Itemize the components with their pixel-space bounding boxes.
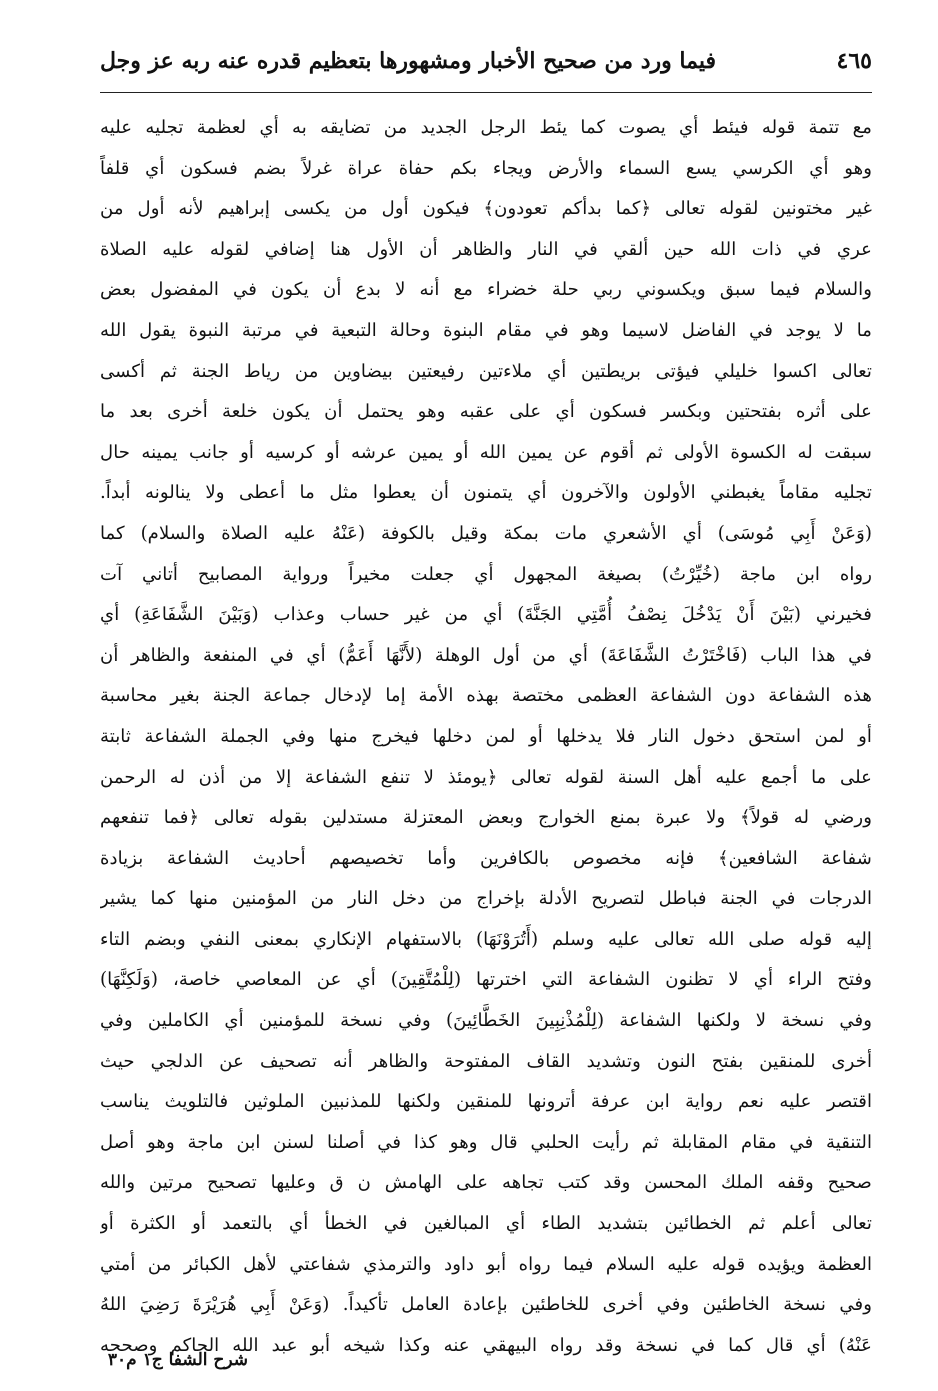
text-line: سبقت له الكسوة الأولى ثم أقوم عن يمين الله أو يمين عرشه أو كرسيه أو جانب يمينه حال	[100, 441, 872, 463]
text-line: العظمة ويؤيده قوله عليه السلام فيما رواه أبو داود والترمذي شفاعتي لأهل الكبائر من أمتي	[100, 1253, 872, 1275]
text-line: تجليه مقاماً يغبطني الأولون والآخرون أي يتمنون أن يعطوا مثل ما أعطى ولا ينالونه أبداً.	[100, 482, 872, 504]
text-line: شفاعة الشافعين﴾ فإنه مخصوص بالكافرين وأما تخصيصهم أحاديث الشفاعة بزيادة	[100, 847, 872, 869]
text-line: فخيرني (بَيْنَ أَنْ يَدْخُلَ نِصْفُ أُمَّتِي الجَنَّةَ) أي من غير حساب وعذاب (وَبَيْنَ الشَّفَاعَةِ) أي	[100, 604, 872, 626]
text-line: غير مختونين لقوله تعالى ﴿كما بدأكم تعودون﴾ فيكون أول من يكسى إبراهيم لأنه أول من	[100, 198, 872, 220]
text-line: تعالى أعلم ثم الخطائين بتشديد الطاء أي المبالغين في الخطأ أي بالتعمد أو الكثرة أو	[100, 1213, 872, 1235]
text-line: هذه الشفاعة دون الشفاعة العظمى مختصة بهذه الأمة إما لإدخال جماعة الجنة بغير محاسبة	[100, 685, 872, 707]
text-line: التنقية في مقام المقابلة ثم رأيت الحلبي قال وهو كذا في أصلنا لسنن ابن ماجة وهو أصل	[100, 1131, 872, 1153]
text-line: على أثره بفتحتين وبكسر فسكون أي على عقبه وهو يحتمل أن يكون خلعة أخرى بعد ما	[100, 401, 872, 423]
text-line: على ما أجمع عليه أهل السنة لقوله تعالى ﴿يومئذ لا تنفع الشفاعة إلا من أذن له الرحمن	[100, 766, 872, 788]
running-title: فيما ورد من صحيح الأخبار ومشهورها بتعظيم قدره عنه ربه عز وجل	[100, 48, 716, 74]
text-line: الدرجات في الجنة فباطل لتصريح الأدلة بإخراج من دخل النار من المؤمنين منها كما يشير	[100, 888, 872, 910]
text-line: وفتح الراء أي لا تظنون الشفاعة التي اخترتها (لِلْمُتَّقِينَ) أي عن المعاصي خاصة، (وَلَكِنَّهَا)	[100, 969, 872, 991]
text-line: وهو أي الكرسي يسع السماء والأرض ويجاء بكم حفاة عراة غرلاً بضم فسكون أي قلفاً	[100, 157, 872, 179]
text-line: وفي نسخة الخاطئين وفي أخرى للخاطئين بإعادة العامل تأكيداً. (وَعَنْ أَبِي هُرَيْرَةَ رَضِيَ اللهُ	[100, 1294, 872, 1316]
text-line: صحيح وقفه الملك المحسن وقد كتب تجاهه على الهامش ن ق وعليها تصحيح مرتين والله	[100, 1172, 872, 1194]
page-header	[100, 38, 872, 84]
text-line: إليه قوله صلى الله تعالى عليه وسلم (أَتُرَوْنَهَا) بالاستفهام الإنكاري بمعنى النفي وبضم التاء	[100, 928, 872, 950]
text-line: والسلام فيما سبق ويكسوني ربي حلة خضراء مع أنه لا بدع أن يكون في المفضول بعض	[100, 279, 872, 301]
signature-mark: شرح الشفا ج١ م٣٠	[107, 1350, 248, 1370]
text-line: عري في ذات الله حين ألقي في النار والظاهر أن الأول هنا إضافي لقوله عليه الصلاة	[100, 238, 872, 260]
text-line: رواه ابن ماجة (خُيِّرْتُ) بصيغة المجهول أي جعلت مخيراً ورواية المصابيح أتاني آت	[100, 563, 872, 585]
body-text	[100, 108, 872, 1366]
text-line: وفي نسخة لا ولكنها الشفاعة (لِلْمُذْنِبِينَ الخَطَّائِينَ) وفي نسخة للمؤمنين أي الكاملين وفي	[100, 1010, 872, 1032]
text-line: عَنْهُ) أي قال كما في نسخة وقد رواه البيهقي عنه وكذا شيخه أبو عبد الله الحاكم وصححه	[100, 1334, 872, 1356]
text-line: ورضي له قولاً﴾ ولا عبرة بمنع الخوارج وبعض المعتزلة مستدلين بقوله تعالى ﴿فما تنفعهم	[100, 807, 872, 829]
page-number: ٤٦٥	[836, 48, 872, 74]
text-line: ما لا يوجد في الفاضل لاسيما وهو في مقام البنوة وحالة التبعية في مرتبة النبوة يقول الله	[100, 319, 872, 341]
text-line: في هذا الباب (فَاخْتَرْتُ الشَّفَاعَةَ) أي من أول الوهلة (لأَنَّهَا أَعَمُّ) أي في المنفعة والظاهر أن	[100, 644, 872, 666]
text-line: تعالى اكسوا خليلي فيؤتى بريطتين أي ملاءتين رفيعتين بيضاوين من رياط الجنة ثم أكسى	[100, 360, 872, 382]
text-line: أخرى للمنقين بفتح النون وتشديد القاف المفتوحة والظاهر أنه تصحيف عن الدلجي حيث	[100, 1050, 872, 1072]
text-line: أو لمن استحق دخول النار فلا يدخلها أو لمن دخلها فيخرج منها وفي الجملة الشفاعة ثابتة	[100, 725, 872, 747]
text-line: اقتصر عليه نعم رواية ابن عرفة أترونها للمنقين ولكنها للمذنبين الملوثين فالتلويث يناسب	[100, 1091, 872, 1113]
text-line: (وَعَنْ أَبِي مُوسَى) أي الأشعري مات بمكة وقيل بالكوفة (عَنْهُ عليه الصلاة والسلام) كما	[100, 522, 872, 544]
text-line: مع تتمة قوله فيئط أي يصوت كما يئط الرجل الجديد من تضايقه به أي لعظمة تجليه عليه	[100, 117, 872, 138]
header-divider	[100, 92, 872, 93]
